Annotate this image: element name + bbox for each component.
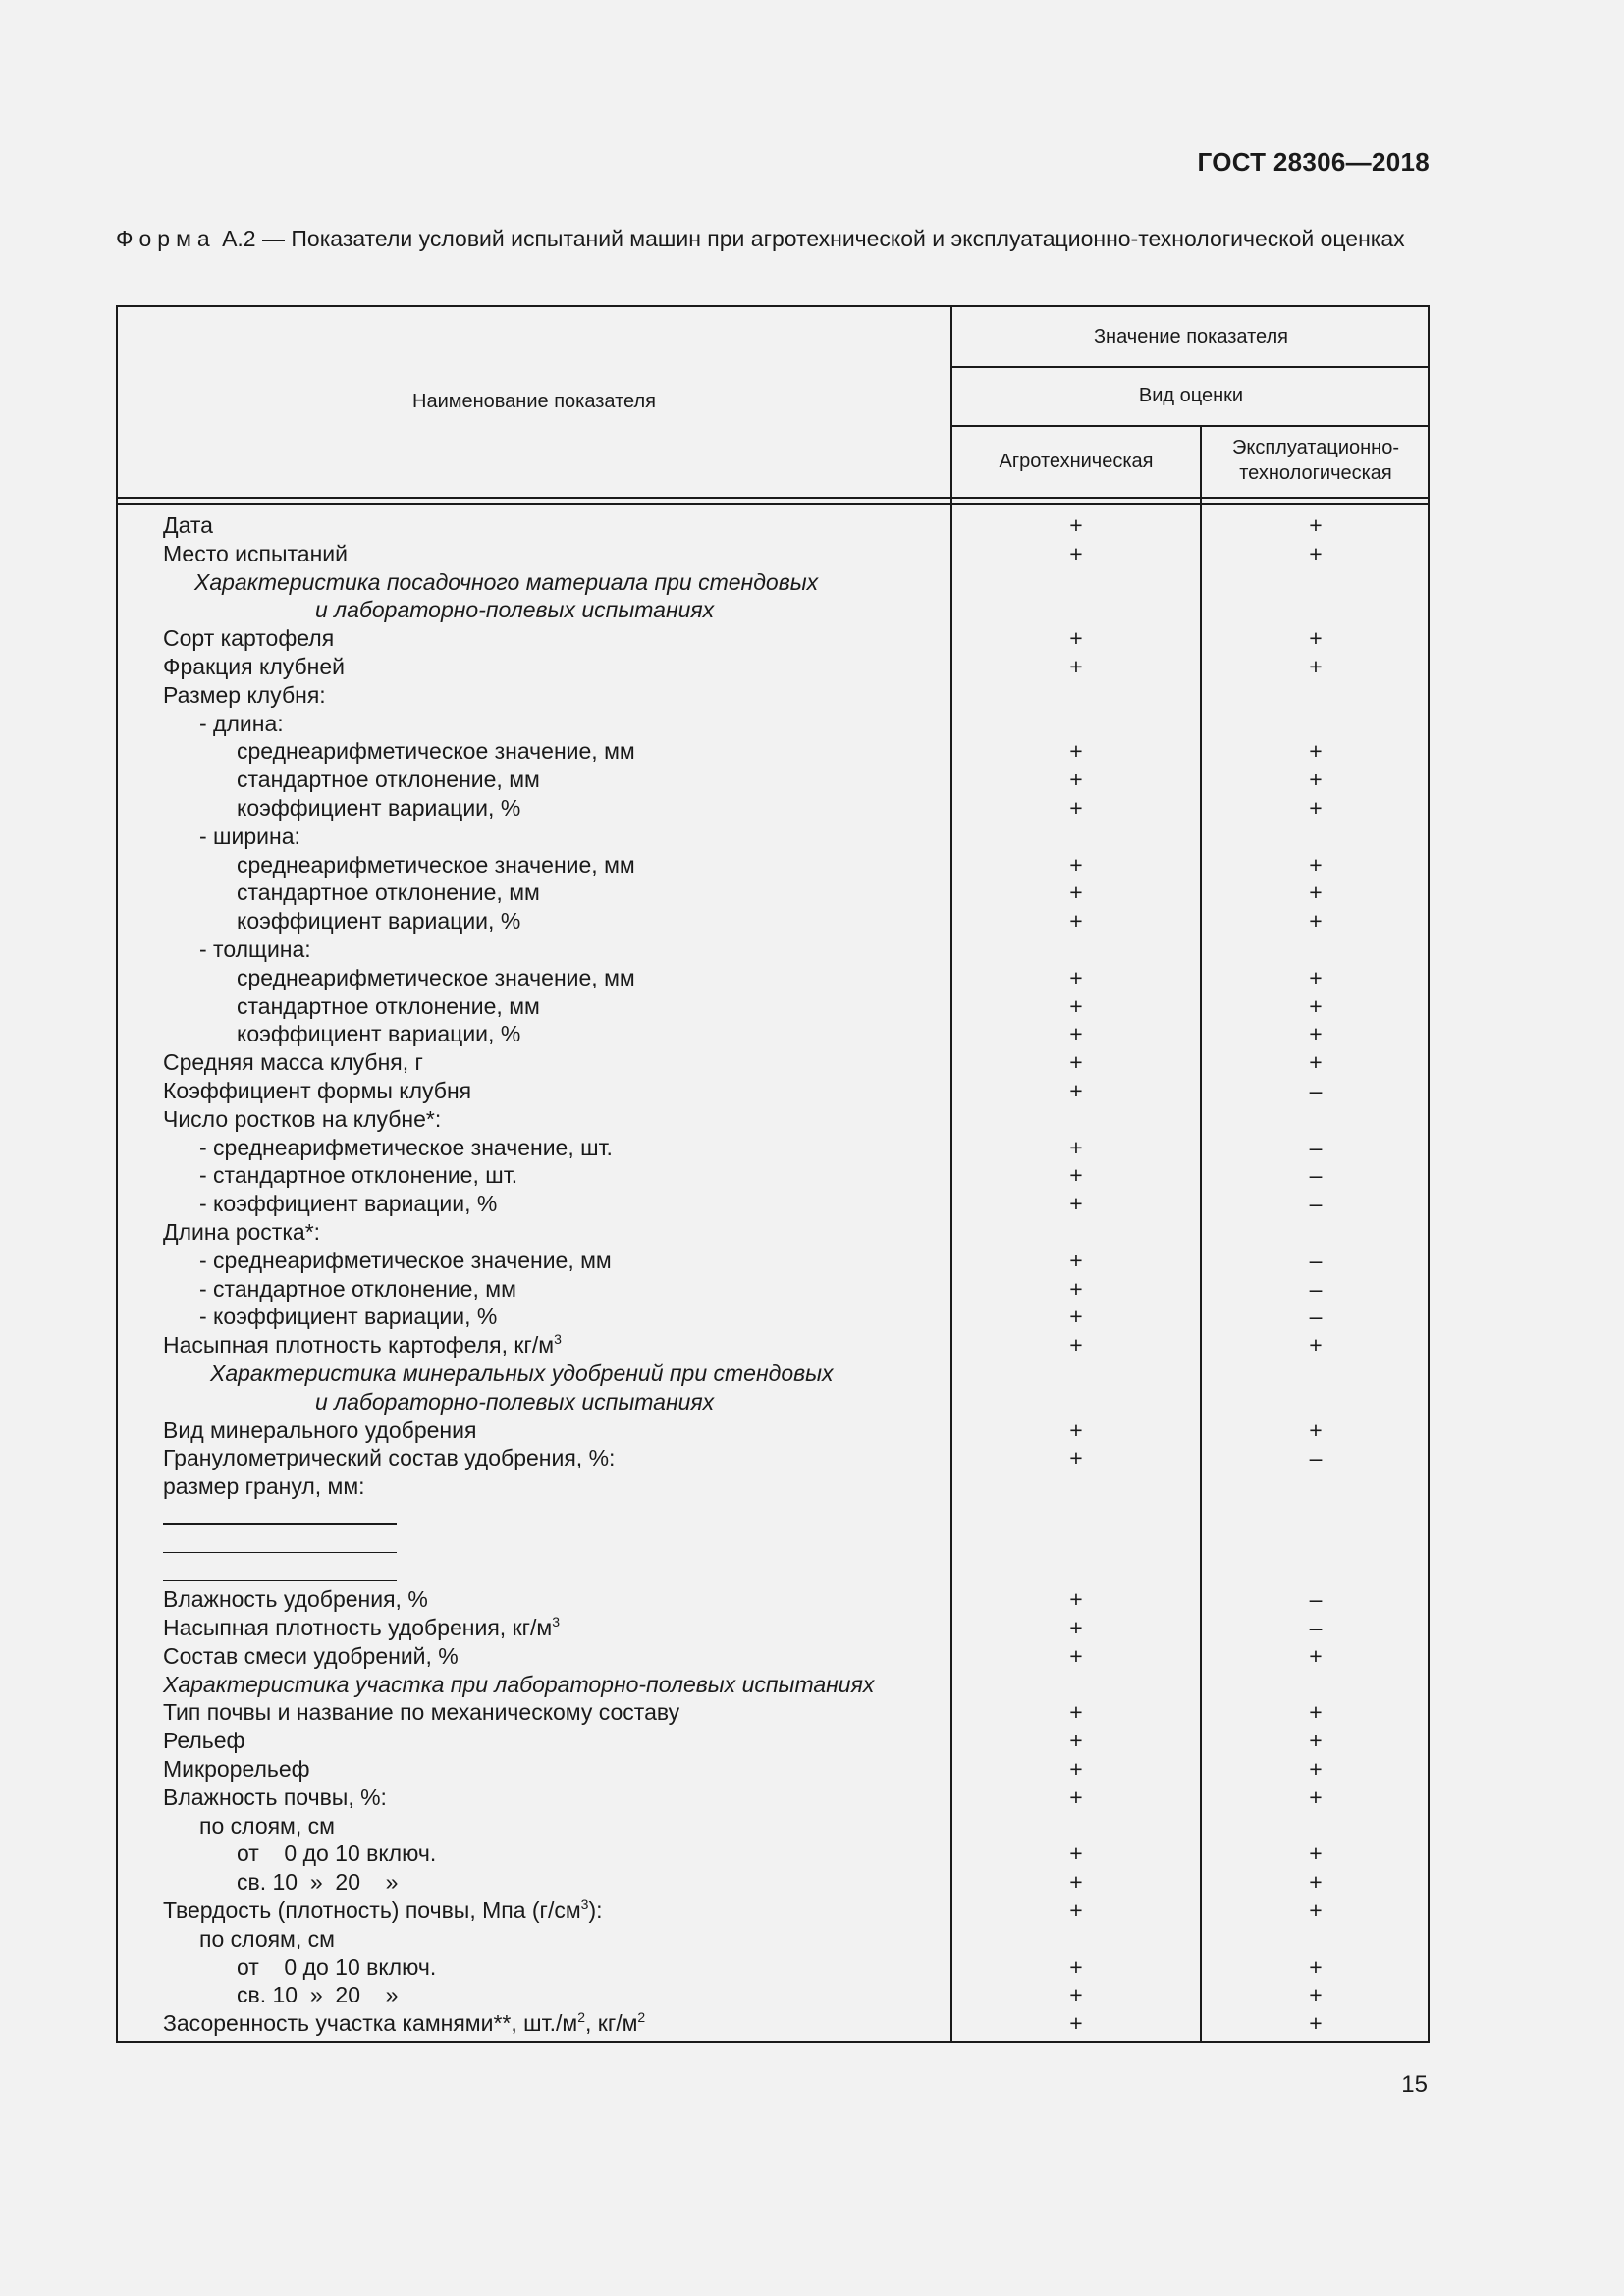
row-name-text: среднеарифметическое значение, мм [237,964,635,990]
table-row [118,964,1428,992]
row-name [163,681,326,710]
table-row [118,1134,1428,1162]
row-name-text: Состав смеси удобрений, % [163,1642,459,1669]
table-row [118,624,1428,653]
header-value: Значение показателя [1093,326,1289,347]
row-name [210,1360,834,1388]
expl-value: + [1309,1784,1323,1810]
row-name [237,851,635,880]
table-row [118,1472,1428,1501]
table-row [118,1218,1428,1247]
agro-value: + [1069,992,1083,1019]
row-name-text: коэффициент вариации, % [237,1021,521,1047]
table-row [118,851,1428,880]
fill-in-line [163,1580,397,1582]
table-row [118,1048,1428,1077]
row-name-text: - толщина: [199,935,311,962]
agro-value: + [1069,1953,1083,1980]
row-name [199,1303,497,1331]
table-row [118,879,1428,907]
row-name [163,1698,679,1727]
row-name-text: Рельеф [163,1728,245,1754]
table-row [118,2009,1428,2038]
row-name [199,823,300,851]
expl-value: + [1309,1869,1323,1896]
agro-value: + [1069,1841,1083,1867]
row-name [163,1331,562,1360]
table-row [118,1388,1428,1416]
table-row [118,1020,1428,1048]
expl-value: + [1309,1897,1323,1924]
fill-in-line [163,1552,397,1554]
row-name [199,1812,335,1841]
row-name-text: Твердость (плотность) почвы, Мпа (г/см [163,1897,581,1924]
agro-value: + [1069,1756,1083,1783]
row-name-text: Характеристика участка при лабораторно-полевых испытаниях [163,1671,875,1697]
expl-value: + [1309,1841,1323,1867]
table-row [118,1501,1428,1529]
table-row [118,1247,1428,1275]
table-row [118,1275,1428,1304]
row-name-text: - длина: [199,710,284,736]
row-name-sup: 3 [554,1331,562,1348]
row-name [199,935,311,964]
row-name [163,2009,645,2038]
expl-value: – [1309,1162,1323,1189]
agro-value: + [1069,1699,1083,1726]
table-row [118,1698,1428,1727]
header-bottom-line-a [118,497,1428,499]
row-name [237,992,540,1021]
row-name [163,1585,428,1614]
expl-value: + [1309,1728,1323,1754]
table-row [118,1105,1428,1134]
row-name-text: и лабораторно-полевых испытаниях [315,1388,715,1415]
table-row [118,794,1428,823]
table-row [118,1642,1428,1671]
row-name [199,1190,497,1218]
row-name [237,1020,520,1048]
row-name-suffix: , кг/м [584,2010,638,2037]
row-name [237,1953,436,1982]
agro-value: + [1069,964,1083,990]
agro-value: + [1069,1869,1083,1896]
row-name [237,737,635,766]
agro-value: + [1069,653,1083,679]
row-name-text: коэффициент вариации, % [237,794,521,821]
row-name-sup: 3 [552,1614,561,1630]
expl-value: – [1309,1275,1323,1302]
form-caption [116,225,1432,252]
table-row [118,1840,1428,1868]
row-name-text: среднеарифметическое значение, мм [237,738,635,765]
table-row [118,1671,1428,1699]
expl-value: + [1309,964,1323,990]
expl-value: + [1309,625,1323,652]
expl-value: – [1309,1445,1323,1471]
row-name-text: Характеристика минеральных удобрений при стендовых [210,1360,834,1386]
expl-value: – [1309,1247,1323,1273]
table-row [118,1953,1428,1982]
table-row [118,766,1428,794]
row-name-text: по слоям, см [199,1925,335,1951]
agro-value: + [1069,2010,1083,2037]
agro-value: + [1069,1275,1083,1302]
table-body [118,511,1428,2038]
agro-value: + [1069,1416,1083,1443]
expl-value: + [1309,851,1323,878]
agro-value: + [1069,1332,1083,1359]
agro-value: + [1069,1191,1083,1217]
row-name-text: и лабораторно-полевых испытаниях [315,597,715,623]
expl-value: + [1309,540,1323,566]
table-row [118,1190,1428,1218]
row-name [315,1388,714,1416]
agro-value: + [1069,1728,1083,1754]
row-name-sup: 2 [577,2009,585,2026]
expl-value: + [1309,1642,1323,1669]
row-name-text: - ширина: [199,823,300,849]
expl-value: + [1309,880,1323,906]
row-name [199,1925,335,1953]
agro-value: + [1069,1586,1083,1613]
row-name [237,1840,436,1868]
fill-in-line [163,1523,397,1525]
agro-value: + [1069,1162,1083,1189]
expl-value: + [1309,1332,1323,1359]
row-name [194,568,818,597]
table-row [118,1303,1428,1331]
table-row [118,1868,1428,1896]
agro-value: + [1069,1642,1083,1669]
table-row [118,737,1428,766]
expl-value: + [1309,1416,1323,1443]
agro-value: + [1069,1897,1083,1924]
expl-value: + [1309,512,1323,538]
table-row [118,1755,1428,1784]
row-name-text: - коэффициент вариации, % [199,1304,498,1330]
row-name [163,624,334,653]
agro-value: + [1069,851,1083,878]
expl-value: + [1309,908,1323,934]
agro-value: + [1069,1077,1083,1103]
page-number: 15 [1401,2071,1428,2098]
agro-value: + [1069,738,1083,765]
row-name [237,1868,398,1896]
row-name-text: - коэффициент вариации, % [199,1191,498,1217]
expl-value: + [1309,1982,1323,2008]
row-name [199,1134,613,1162]
row-name-sup2: 2 [637,2009,646,2026]
row-name-text: Гранулометрический состав удобрения, %: [163,1445,616,1471]
table-row [118,1812,1428,1841]
expl-value: + [1309,767,1323,793]
form-title: — Показатели условий испытаний машин при агротехнической и эксплуатационно-технологической оценках [262,226,1405,251]
row-name [163,1218,320,1247]
agro-value: + [1069,1445,1083,1471]
table-row [118,568,1428,597]
expl-value: – [1309,1134,1323,1160]
expl-value: – [1309,1191,1323,1217]
expl-value: + [1309,794,1323,821]
row-name-text: Размер клубня: [163,681,326,708]
agro-value: + [1069,908,1083,934]
header-name: Наименование показателя [412,391,656,412]
row-name-text: Тип почвы и название по механическому составу [163,1699,680,1726]
row-name-text: св. 10 » 20 » [237,1869,399,1896]
row-name-text: размер гранул, мм: [163,1473,365,1500]
agro-value: + [1069,1982,1083,2008]
row-name-text: - среднеарифметическое значение, мм [199,1247,612,1273]
row-name [163,1784,387,1812]
expl-value: + [1309,1699,1323,1726]
expl-value: – [1309,1077,1323,1103]
row-name-text: стандартное отклонение, мм [237,880,540,906]
agro-value: + [1069,1021,1083,1047]
table-row [118,1161,1428,1190]
row-name-suffix: ): [588,1897,603,1924]
expl-value: – [1309,1586,1323,1613]
table-row [118,653,1428,681]
agro-value: + [1069,1784,1083,1810]
table-row [118,1529,1428,1558]
expl-value: + [1309,1756,1323,1783]
table-row [118,1925,1428,1953]
row-name [237,1981,398,2009]
header-bottom-line-b [118,503,1428,505]
row-name [199,710,284,738]
header-agro: Агротехническая [999,451,1154,472]
expl-value: – [1309,1304,1323,1330]
row-name-text: Средняя масса клубня, г [163,1049,423,1076]
row-name-text: стандартное отклонение, мм [237,992,540,1019]
table-row [118,710,1428,738]
header-expl-line2: технологическая [1239,462,1392,484]
table-row [118,1360,1428,1388]
agro-value: + [1069,1247,1083,1273]
row-name [163,1472,365,1501]
row-name [315,596,714,624]
table-row [118,1416,1428,1445]
row-name-text: по слоям, см [199,1812,335,1839]
indicator-table [116,305,1430,2043]
table-row [118,935,1428,964]
table-row [118,1585,1428,1614]
row-name [163,540,348,568]
row-name [163,1105,441,1134]
table-row [118,681,1428,710]
table-row [118,1727,1428,1755]
row-name [163,653,345,681]
agro-value: + [1069,625,1083,652]
row-name-text: Число ростков на клубне*: [163,1105,442,1132]
table-row [118,1077,1428,1105]
row-name-text: стандартное отклонение, мм [237,767,540,793]
expl-value: + [1309,1953,1323,1980]
row-name [163,1671,874,1699]
row-name-text: Влажность почвы, %: [163,1784,387,1810]
table-row [118,907,1428,935]
table-row [118,1444,1428,1472]
header-line-2 [952,425,1428,427]
agro-value: + [1069,880,1083,906]
row-name [237,907,520,935]
row-name [163,511,213,540]
row-name-text: Насыпная плотность удобрения, кг/м [163,1615,553,1641]
agro-value: + [1069,794,1083,821]
row-name [237,879,540,907]
row-name-text: Влажность удобрения, % [163,1586,428,1613]
row-name [163,1755,310,1784]
agro-value: + [1069,512,1083,538]
row-name [163,1444,615,1472]
table-row [118,596,1428,624]
header-expl [1202,435,1430,486]
row-name-text: Место испытаний [163,540,348,566]
row-name-text: среднеарифметическое значение, мм [237,851,635,878]
row-name [163,1048,423,1077]
row-name [163,1896,603,1925]
row-name [163,1727,244,1755]
row-name-text: Характеристика посадочного материала при стендовых [194,568,819,595]
row-name [163,1416,476,1445]
expl-value: + [1309,738,1323,765]
row-name-text: - среднеарифметическое значение, шт. [199,1134,613,1160]
standard-code: ГОСТ 28306—2018 [1197,147,1430,177]
table-row [118,1896,1428,1925]
form-label: Форма [116,226,216,251]
expl-value: – [1309,1615,1323,1641]
header-expl-line1: Эксплуатационно- [1232,437,1399,458]
row-name-text: Длина ростка*: [163,1218,321,1245]
expl-value: + [1309,653,1323,679]
row-name-text: Сорт картофеля [163,625,335,652]
row-name [199,1275,516,1304]
table-row [118,1331,1428,1360]
expl-value: + [1309,2010,1323,2037]
row-name [163,1614,560,1642]
row-name-text: Фракция клубней [163,653,346,679]
table-row [118,1614,1428,1642]
row-name-sup: 3 [580,1896,589,1913]
header-line-1 [952,366,1428,368]
row-name-text: Насыпная плотность картофеля, кг/м [163,1332,555,1359]
row-name-text: - стандартное отклонение, мм [199,1275,516,1302]
form-number: А.2 [222,226,256,251]
header-assessment-type: Вид оценки [1138,385,1244,406]
row-name [163,1642,459,1671]
row-name-text: Микрорельеф [163,1756,310,1783]
row-name-text: от 0 до 10 включ. [237,1841,437,1867]
row-name [237,964,635,992]
row-name [199,1247,612,1275]
row-name-text: Дата [163,512,213,538]
agro-value: + [1069,1304,1083,1330]
row-name-text: Засоренность участка камнями**, шт./м [163,2010,578,2037]
row-name [237,794,520,823]
row-name-text: коэффициент вариации, % [237,908,521,934]
expl-value: + [1309,1049,1323,1076]
agro-value: + [1069,1134,1083,1160]
agro-value: + [1069,1049,1083,1076]
table-row [118,1557,1428,1585]
table-row [118,511,1428,540]
row-name-text: от 0 до 10 включ. [237,1953,437,1980]
row-name-text: Коэффициент формы клубня [163,1077,472,1103]
table-row [118,540,1428,568]
table-row [118,823,1428,851]
row-name-text: св. 10 » 20 » [237,1982,399,2008]
expl-value: + [1309,1021,1323,1047]
agro-value: + [1069,1615,1083,1641]
agro-value: + [1069,767,1083,793]
table-row [118,1981,1428,2009]
expl-value: + [1309,992,1323,1019]
agro-value: + [1069,540,1083,566]
row-name-text: - стандартное отклонение, шт. [199,1162,518,1189]
table-row [118,1784,1428,1812]
row-name [199,1161,517,1190]
row-name [237,766,540,794]
table-row [118,992,1428,1021]
row-name [163,1077,471,1105]
row-name-text: Вид минерального удобрения [163,1416,477,1443]
